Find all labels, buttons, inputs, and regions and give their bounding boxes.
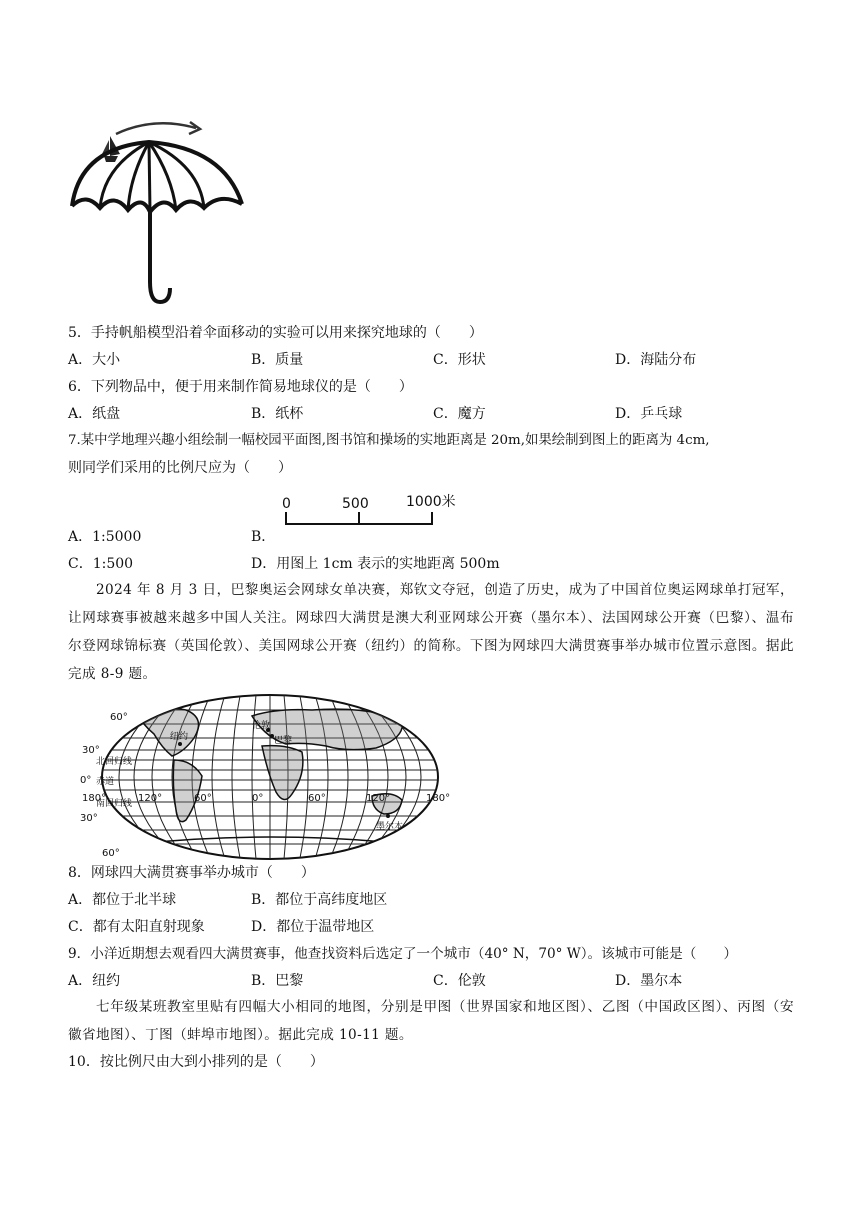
map-lat-30s: 30°: [80, 813, 98, 824]
scale-label-0: 0: [282, 496, 291, 512]
question-7-stem-line2: 则同学们采用的比例尺应为（ ）: [68, 460, 292, 476]
map-lon-0: 0°: [252, 793, 264, 804]
q5-option-a[interactable]: A．大小: [68, 352, 121, 368]
map-lon-120e: 120°: [366, 793, 391, 804]
map-city-newyork: 纽约: [170, 732, 189, 742]
q7-option-b[interactable]: B．: [251, 529, 276, 545]
reading-passage-tennis: 2024 年 8 月 3 日，巴黎奥运会网球女单决赛，郑钦文夺冠，创造了历史，成为了中国首位奥运网球单打冠军，让网球赛事被越来越多中国人关注。网球四大满贯是澳大利亚网球公开赛（墨尔本）、法国网球公开赛（巴黎）、温布尔登网球锦标赛（英国伦敦）、美国网球公开赛（纽约）的简称。下图为网球四大满贯赛事举办城市位置示意图。据此完成 8-9 题。: [68, 582, 794, 682]
q6-option-c[interactable]: C．魔方: [433, 406, 486, 422]
map-lat-30n: 30°: [82, 745, 100, 756]
map-lon-180w: 180°: [82, 793, 107, 804]
q9-option-d[interactable]: D．墨尔本: [615, 973, 683, 989]
world-map-figure: [76, 690, 456, 862]
scale-label-1000: 1000米: [406, 494, 456, 510]
q9-option-a[interactable]: A．纽约: [68, 973, 121, 989]
umbrella-figure: [64, 96, 254, 314]
q6-option-a[interactable]: A．纸盘: [68, 406, 121, 422]
scale-bar-figure: [276, 488, 466, 530]
map-tropic-capricorn: 南回归线: [96, 799, 133, 809]
q8-option-a[interactable]: A．都位于北半球: [68, 892, 177, 908]
q6-option-b[interactable]: B．纸杯: [251, 406, 304, 422]
map-lon-120w: 120°: [138, 793, 163, 804]
map-lat-60s: 60°: [102, 848, 120, 859]
map-lon-60e: 60°: [308, 793, 326, 804]
map-equator: 赤道: [96, 777, 115, 787]
q5-option-d[interactable]: D．海陆分布: [615, 352, 697, 368]
q5-option-b[interactable]: B．质量: [251, 352, 304, 368]
q6-option-d[interactable]: D．乒乓球: [615, 406, 683, 422]
map-lat-0: 0°: [80, 775, 92, 786]
scale-label-500: 500: [342, 496, 369, 512]
map-lat-60n: 60°: [110, 712, 128, 723]
question-8-stem: 8．网球四大满贯赛事举办城市（ ）: [68, 865, 315, 881]
q7-option-a[interactable]: A．1:5000: [68, 529, 142, 545]
q8-option-c[interactable]: C．都有太阳直射现象: [68, 919, 205, 935]
q8-option-d[interactable]: D．都位于温带地区: [251, 919, 375, 935]
question-10-stem: 10．按比例尺由大到小排列的是（ ）: [68, 1054, 324, 1070]
map-tropic-cancer: 北回归线: [96, 757, 133, 767]
reading-passage-maps: 七年级某班教室里贴有四幅大小相同的地图，分别是甲图（世界国家和地区图）、乙图（中国政区图）、丙图（安徽省地图）、丁图（蚌埠市地图）。据此完成 10-11 题。: [68, 999, 794, 1043]
question-7-stem-line1: 7.某中学地理兴趣小组绘制一幅校园平面图,图书馆和操场的实地距离是 20m,如果绘制到图上的距离为 4cm,: [68, 433, 710, 448]
q7-option-c[interactable]: C．1:500: [68, 556, 134, 572]
map-lon-180e: 180°: [426, 793, 451, 804]
q5-option-c[interactable]: C．形状: [433, 352, 486, 368]
question-6-stem: 6．下列物品中，便于用来制作简易地球仪的是（ ）: [68, 379, 413, 395]
map-city-melbourne: 墨尔本: [376, 822, 404, 832]
map-city-london: 伦敦: [252, 721, 271, 731]
q7-option-d[interactable]: D．用图上 1cm 表示的实地距离 500m: [251, 556, 500, 572]
map-city-paris: 巴黎: [274, 736, 293, 746]
question-9-stem: 9．小洋近期想去观看四大满贯赛事，他查找资料后选定了一个城市（40° N，70° W）。该城市可能是（ ）: [68, 946, 738, 962]
q8-option-b[interactable]: B．都位于高纬度地区: [251, 892, 388, 908]
q9-option-c[interactable]: C．伦敦: [433, 973, 486, 989]
question-5-stem: 5．手持帆船模型沿着伞面移动的实验可以用来探究地球的（ ）: [68, 325, 483, 341]
map-lon-60w: 60°: [194, 793, 212, 804]
q9-option-b[interactable]: B．巴黎: [251, 973, 304, 989]
